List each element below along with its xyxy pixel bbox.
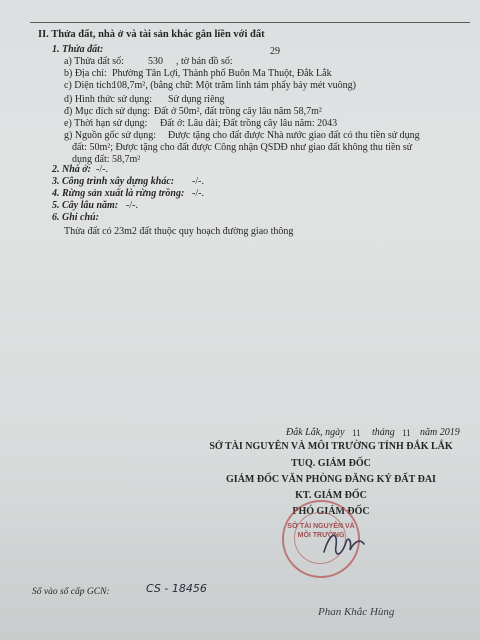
forest-label: 4. Rừng sản xuất là rừng trồng:	[52, 188, 185, 199]
notes-label: 6. Ghi chú:	[52, 212, 99, 223]
address-value: Phường Tân Lợi, Thành phố Buôn Ma Thuột, Đắk Lắk	[112, 68, 332, 79]
house-label: 2. Nhà ở:	[52, 164, 91, 175]
origin-label: g) Nguồn gốc sử dụng:	[64, 130, 157, 141]
date-day: 11	[352, 428, 361, 438]
term-value: Đất ở: Lâu dài; Đất trồng cây lâu năm: 2043	[160, 118, 338, 129]
usage-form-value: Sử dụng riêng	[168, 94, 225, 105]
top-border-line	[30, 22, 470, 23]
origin-line-3: dụng đất: 58,7m²	[72, 154, 141, 165]
area-label: c) Diện tích:	[64, 80, 114, 91]
parcel-label: a) Thửa đất số:	[64, 56, 124, 67]
registry-number: CS - 18456	[146, 582, 207, 595]
authority-line-5: PHÓ GIÁM ĐỐC	[292, 506, 370, 517]
construction-value: -/-.	[192, 176, 204, 187]
address-label: b) Địa chỉ:	[64, 68, 107, 79]
authority-line-3: GIÁM ĐỐC VĂN PHÒNG ĐĂNG KÝ ĐẤT ĐAI	[226, 474, 436, 485]
area-value: 108,7m², (bằng chữ: Một trăm linh tám phẩy bảy mét vuông)	[112, 80, 356, 91]
registry-label: Số vào sổ cấp GCN:	[32, 587, 110, 597]
date-month: 11	[402, 428, 411, 438]
notes-value: Thửa đất có 23m2 đất thuộc quy hoạch đường giao thông	[64, 226, 294, 237]
authority-line-2: TUQ. GIÁM ĐỐC	[291, 458, 371, 469]
origin-line-1: Được tặng cho đất được Nhà nước giao đất có thu tiền sử dụng	[168, 130, 420, 141]
usage-form-label: d) Hình thức sử dụng:	[64, 94, 153, 105]
map-sheet-label: , tờ bản đồ số:	[176, 56, 233, 67]
purpose-value: Đất ở 50m², đất trồng cây lâu năm 58,7m²	[154, 106, 322, 117]
origin-line-2: đất: 50m²; Được tặng cho đất được Công nhận QSDĐ như giao đất không thu tiền sử	[72, 142, 413, 153]
purpose-label: đ) Mục đích sử dụng:	[64, 106, 150, 117]
stamp-text: SỞ TÀI NGUYÊN VÀ MÔI TRƯỜNG	[287, 523, 355, 539]
term-label: e) Thời hạn sử dụng:	[64, 118, 148, 129]
construction-label: 3. Công trình xây dựng khác:	[52, 176, 175, 187]
date-year: năm 2019	[420, 427, 460, 438]
section-heading: II. Thửa đất, nhà ở và tài sản khác gắn liền với đất	[38, 29, 265, 40]
authority-line-1: SỞ TÀI NGUYÊN VÀ MÔI TRƯỜNG TỈNH ĐẮK LẮK	[209, 441, 453, 452]
house-value: -/-.	[96, 164, 108, 175]
date-month-label: tháng	[372, 427, 395, 438]
perennial-label: 5. Cây lâu năm:	[52, 200, 119, 211]
parcel-number: 530	[148, 56, 163, 67]
perennial-value: -/-.	[126, 200, 138, 211]
authority-line-4: KT. GIÁM ĐỐC	[295, 490, 367, 501]
date-place: Đắk Lắk, ngày	[286, 427, 345, 438]
forest-value: -/-.	[192, 188, 204, 199]
map-sheet-number: 29	[270, 46, 280, 57]
signature-scribble	[320, 526, 368, 562]
land-heading: 1. Thửa đất:	[52, 44, 104, 55]
signer-name: Phan Khắc Hùng	[318, 606, 395, 618]
